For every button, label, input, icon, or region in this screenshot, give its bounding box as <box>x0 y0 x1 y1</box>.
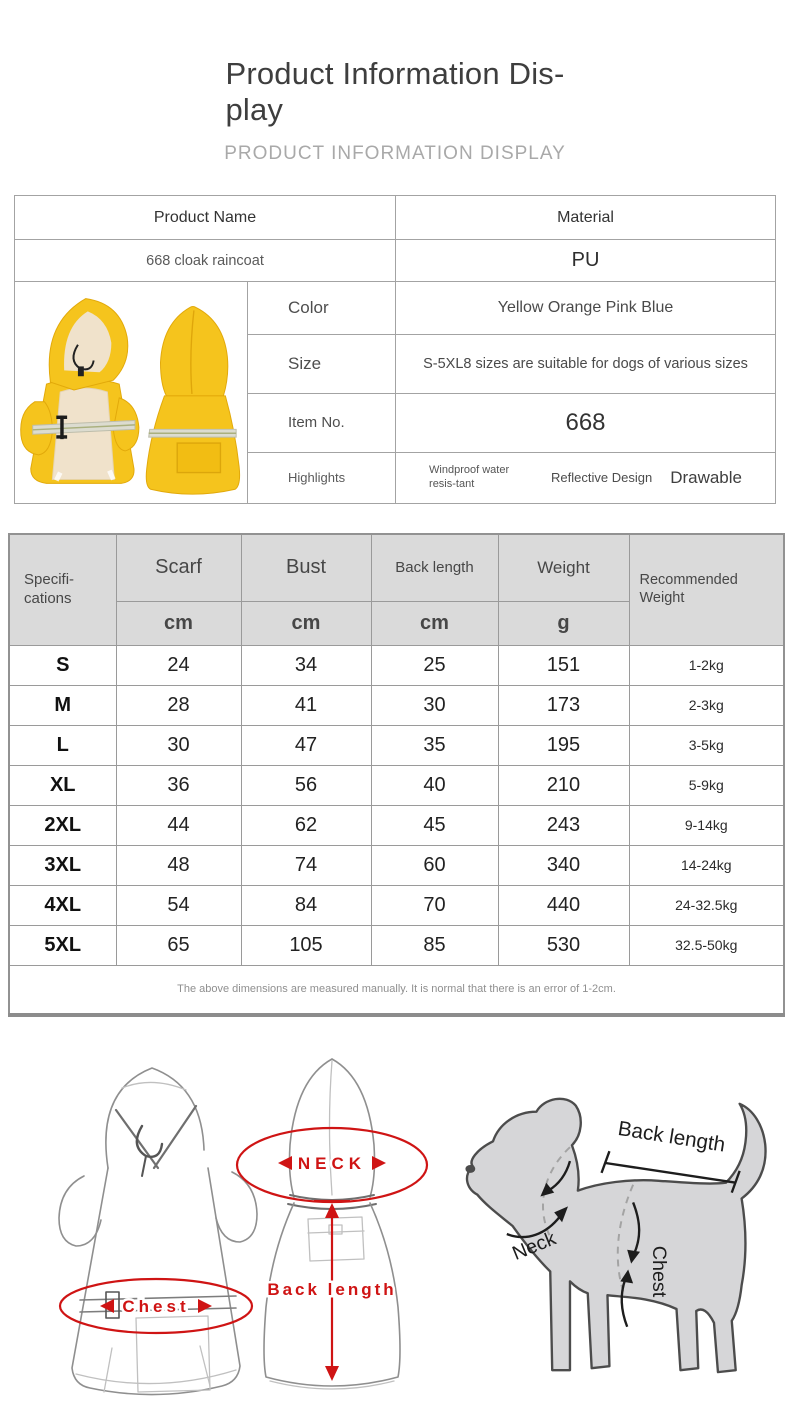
bust-unit: cm <box>241 601 371 645</box>
product-info-table <box>14 195 776 504</box>
size-row-3xl <box>9 845 784 885</box>
product-photo <box>17 284 246 496</box>
recommended-cell: 32.5-50kg <box>629 925 784 965</box>
raincoat-back-photo <box>146 306 239 494</box>
dog-chest-label: Chest <box>647 1245 670 1298</box>
recommended-cell: 24-32.5kg <box>629 885 784 925</box>
highlight-drawable: Drawable <box>670 467 742 487</box>
weight-cell: 440 <box>498 885 629 925</box>
color-label: Color <box>248 282 396 335</box>
size-cell: XL <box>9 765 116 805</box>
weight-cell: 340 <box>498 845 629 885</box>
dog-back-length-label: Back length <box>616 1117 727 1157</box>
bust-cell: 41 <box>241 685 371 725</box>
size-cell: S <box>9 645 116 685</box>
highlight-reflective: Reflective Design <box>551 470 653 486</box>
size-label: Size <box>248 335 396 394</box>
weight-unit: g <box>498 601 629 645</box>
bust-cell: 56 <box>241 765 371 805</box>
back-length-label: Back length <box>267 1280 397 1299</box>
page-subtitle: PRODUCT INFORMATION DISPLAY <box>224 142 566 164</box>
neck-label: NECK <box>297 1154 367 1173</box>
weight-cell: 210 <box>498 765 629 805</box>
bust-cell: 74 <box>241 845 371 885</box>
highlight-windproof: Windproof water resis-tant <box>429 464 510 490</box>
back-cell: 35 <box>371 725 498 765</box>
item-no-value: 668 <box>396 394 776 453</box>
chest-measure-annotation <box>60 1279 252 1333</box>
scarf-cell: 24 <box>116 645 241 685</box>
scarf-cell: 65 <box>116 925 241 965</box>
recommended-weight-header: Recommended Weight <box>629 534 784 645</box>
scarf-cell: 54 <box>116 885 241 925</box>
material-header: Material <box>396 196 776 240</box>
size-cell: 5XL <box>9 925 116 965</box>
size-chart-table <box>8 533 785 1017</box>
weight-header: Weight <box>498 534 629 601</box>
weight-cell: 195 <box>498 725 629 765</box>
back-cell: 45 <box>371 805 498 845</box>
size-row-2xl <box>9 805 784 845</box>
recommended-cell: 1-2kg <box>629 645 784 685</box>
size-row-s <box>9 645 784 685</box>
back-length-header: Back length <box>371 534 498 601</box>
recommended-cell: 3-5kg <box>629 725 784 765</box>
bust-cell: 34 <box>241 645 371 685</box>
size-value: S-5XL8 sizes are suitable for dogs of various sizes <box>396 335 776 394</box>
back-length-measure-annotation <box>267 1201 396 1381</box>
size-cell: 2XL <box>9 805 116 845</box>
material-value: PU <box>396 240 776 282</box>
scarf-cell: 28 <box>116 685 241 725</box>
size-row-m <box>9 685 784 725</box>
product-name-value: 668 cloak raincoat <box>15 240 396 282</box>
recommended-cell: 9-14kg <box>629 805 784 845</box>
scarf-header: Scarf <box>116 534 241 601</box>
size-row-4xl <box>9 885 784 925</box>
bust-cell: 62 <box>241 805 371 845</box>
dog-neck-label: Neck <box>509 1227 560 1265</box>
scarf-cell: 36 <box>116 765 241 805</box>
product-photo-cell <box>15 282 248 504</box>
back-cell: 25 <box>371 645 498 685</box>
color-value: Yellow Orange Pink Blue <box>396 282 776 335</box>
page-title-line2: play <box>225 91 284 127</box>
size-row-xl <box>9 765 784 805</box>
bust-cell: 105 <box>241 925 371 965</box>
size-row-5xl <box>9 925 784 965</box>
weight-cell: 151 <box>498 645 629 685</box>
scarf-cell: 30 <box>116 725 241 765</box>
size-row-l <box>9 725 784 765</box>
size-cell: M <box>9 685 116 725</box>
dog-measurement-diagram <box>422 1078 787 1394</box>
back-cell: 40 <box>371 765 498 805</box>
size-cell: 4XL <box>9 885 116 925</box>
bust-cell: 84 <box>241 885 371 925</box>
page-title <box>225 56 564 128</box>
highlights-values <box>396 464 775 492</box>
back-cell: 30 <box>371 685 498 725</box>
page-title-line1: Product Information Dis- <box>225 56 565 91</box>
page-header <box>0 56 790 165</box>
back-cell: 85 <box>371 925 498 965</box>
recommended-cell: 5-9kg <box>629 765 784 805</box>
highlights-label: Highlights <box>248 452 396 503</box>
item-no-label: Item No. <box>248 394 396 453</box>
scarf-cell: 48 <box>116 845 241 885</box>
back-view-sketch <box>232 1045 434 1415</box>
spec-header: Specifi-cations <box>9 534 116 645</box>
raincoat-front-photo <box>21 299 139 484</box>
measurement-diagrams <box>0 1040 790 1427</box>
bust-cell: 47 <box>241 725 371 765</box>
scarf-unit: cm <box>116 601 241 645</box>
measurement-note: The above dimensions are measured manually. It is normal that there is an error of 1-2cm. <box>9 965 784 1015</box>
back-cell: 60 <box>371 845 498 885</box>
recommended-cell: 14-24kg <box>629 845 784 885</box>
size-cell: L <box>9 725 116 765</box>
weight-cell: 173 <box>498 685 629 725</box>
bust-header: Bust <box>241 534 371 601</box>
weight-cell: 243 <box>498 805 629 845</box>
scarf-cell: 44 <box>116 805 241 845</box>
back-cell: 70 <box>371 885 498 925</box>
size-cell: 3XL <box>9 845 116 885</box>
chest-label: Chest <box>122 1297 190 1316</box>
product-name-header: Product Name <box>15 196 396 240</box>
weight-cell: 530 <box>498 925 629 965</box>
back-length-unit: cm <box>371 601 498 645</box>
recommended-cell: 2-3kg <box>629 685 784 725</box>
